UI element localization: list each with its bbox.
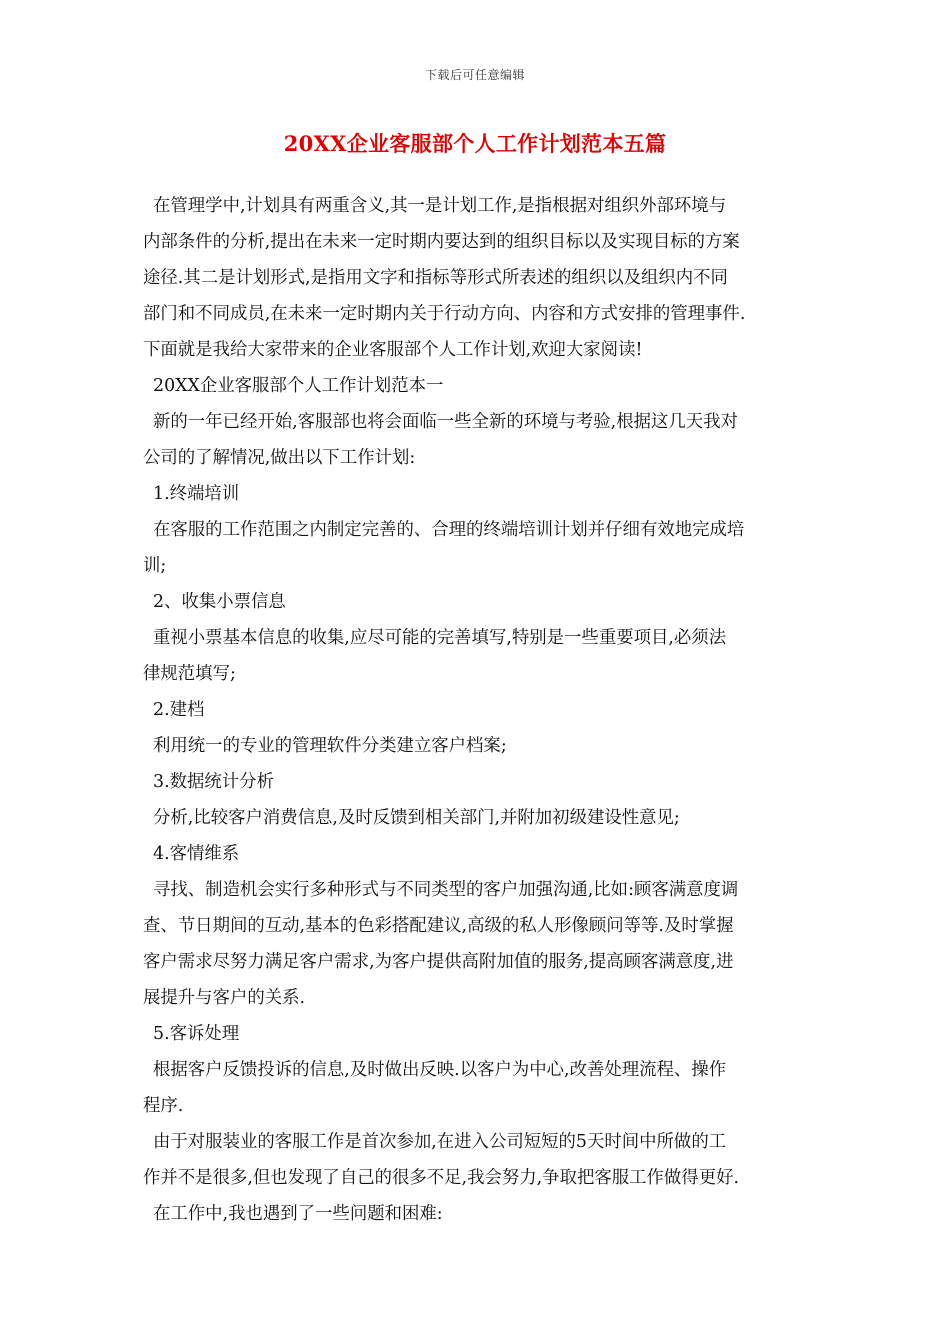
paragraph-line: 利用统一的专业的管理软件分类建立客户档案; [153, 736, 507, 756]
list-heading: 3.数据统计分析 [153, 772, 274, 792]
paragraph-line: 途径.其二是计划形式,是指用文字和指标等形式所表述的组织以及组织内不同 [143, 268, 728, 288]
paragraph-line: 律规范填写; [143, 664, 236, 684]
paragraph-line: 分析,比较客户消费信息,及时反馈到相关部门,并附加初级建设性意见; [153, 808, 680, 828]
paragraph-line: 公司的了解情况,做出以下工作计划: [143, 448, 416, 468]
paragraph-line: 查、节日期间的互动,基本的色彩搭配建议,高级的私人形像顾问等等.及时掌握 [143, 916, 734, 936]
paragraph-line: 展提升与客户的关系. [143, 988, 306, 1008]
list-heading: 1.终端培训 [153, 484, 240, 504]
paragraph-line: 训; [143, 556, 167, 576]
header-note: 下载后可任意编辑 [424, 68, 525, 82]
paragraph-line: 寻找、制造机会实行多种形式与不同类型的客户加强沟通,比如:顾客满意度调 [153, 880, 739, 900]
section-heading: 20XX企业客服部个人工作计划范本一 [153, 376, 444, 396]
paragraph-line: 根据客户反馈投诉的信息,及时做出反映.以客户为中心,改善处理流程、操作 [153, 1060, 727, 1080]
list-heading: 4.客情维系 [153, 844, 240, 864]
paragraph-line: 在客服的工作范围之内制定完善的、合理的终端培训计划并仔细有效地完成培 [153, 520, 745, 540]
list-heading: 2.建档 [153, 700, 205, 720]
document-title: 20XX企业客服部个人工作计划范本五篇 [283, 131, 667, 156]
paragraph-line: 客户需求尽努力满足客户需求,为客户提供高附加值的服务,提高顾客满意度,进 [143, 952, 734, 972]
list-heading: 2、收集小票信息 [153, 592, 286, 612]
paragraph-line: 内部条件的分析,提出在未来一定时期内要达到的组织目标以及实现目标的方案 [143, 232, 740, 252]
list-heading: 5.客诉处理 [153, 1024, 240, 1044]
paragraph-line: 程序. [143, 1096, 184, 1116]
paragraph-line: 在工作中,我也遇到了一些问题和困难: [153, 1204, 443, 1224]
document-body [143, 188, 815, 1232]
paragraph-line: 部门和不同成员,在未来一定时期内关于行动方向、内容和方式安排的管理事件. [143, 304, 746, 324]
paragraph-line: 下面就是我给大家带来的企业客服部个人工作计划,欢迎大家阅读! [143, 340, 643, 360]
paragraph-line: 由于对服装业的客服工作是首次参加,在进入公司短短的5天时间中所做的工 [153, 1132, 727, 1152]
paragraph-line: 作并不是很多,但也发现了自己的很多不足,我会努力,争取把客服工作做得更好. [143, 1168, 740, 1188]
paragraph-line: 重视小票基本信息的收集,应尽可能的完善填写,特别是一些重要项目,必须法 [153, 628, 727, 648]
paragraph-line: 新的一年已经开始,客服部也将会面临一些全新的环境与考验,根据这几天我对 [153, 412, 738, 432]
paragraph-line: 在管理学中,计划具有两重含义,其一是计划工作,是指根据对组织外部环境与 [153, 196, 727, 216]
